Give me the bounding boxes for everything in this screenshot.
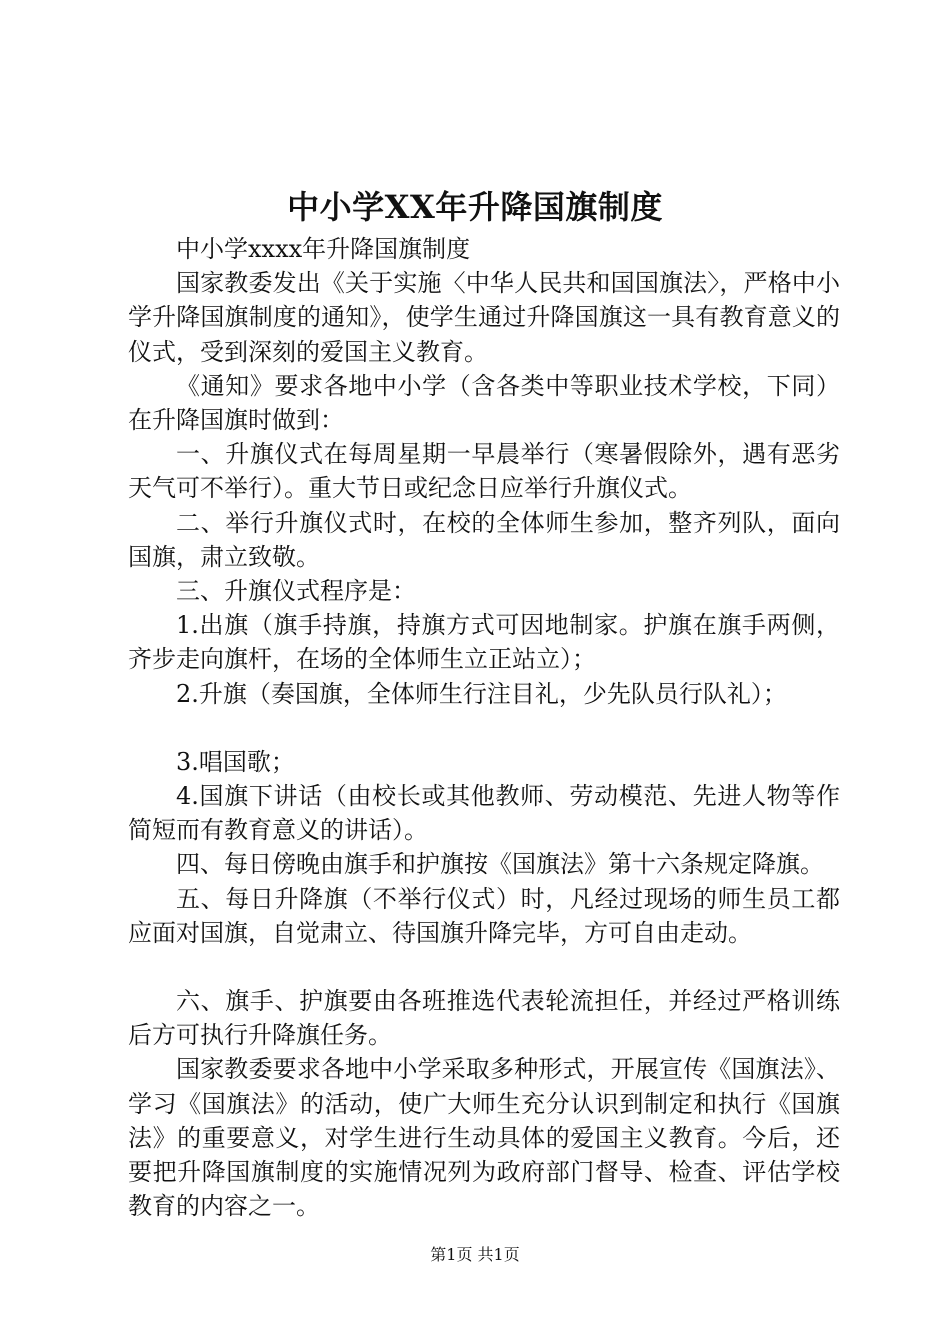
paragraph-notice: 《通知》要求各地中小学（含各类中等职业技术学校，下同）在升降国旗时做到： [128, 371, 840, 435]
document-body [128, 232, 840, 1223]
paragraph-item-6: 六、旗手、护旗要由各班推选代表轮流担任，并经过严格训练后方可执行升降旗任务。 [128, 987, 840, 1050]
document-title: 中小学XX年升降国旗制度 [287, 188, 663, 226]
paragraph-item-1: 一、升旗仪式在每周星期一早晨举行（寒暑假除外，遇有恶劣天气可不举行）。重大节日或纪念日应举行升旗仪式。 [128, 440, 840, 503]
paragraph-item-4: 四、每日傍晚由旗手和护旗按《国旗法》第十六条规定降旗。 [176, 850, 824, 879]
paragraph-step-3: 3.唱国歌； [176, 747, 295, 776]
paragraph-step-4: 4.国旗下讲话（由校长或其他教师、劳动模范、先进人物等作简短而有教育意义的讲话）。 [128, 782, 840, 845]
paragraph-item-3: 三、升旗仪式程序是： [176, 577, 416, 606]
paragraph-item-2: 二、举行升旗仪式时，在校的全体师生参加，整齐列队，面向国旗，肃立致敬。 [128, 508, 840, 571]
paragraph-step-2: 2.升旗（奏国旗，全体师生行注目礼，少先队员行队礼）； [176, 679, 787, 708]
blank-line [128, 950, 840, 984]
paragraph-item-5: 五、每日升降旗（不举行仪式）时，凡经过现场的师生员工都应面对国旗，自觉肃立、待国旗升降完毕，方可自由走动。 [128, 884, 840, 947]
blank-line [128, 711, 840, 745]
paragraph-step-1: 1.出旗（旗手持旗，持旗方式可因地制家。护旗在旗手两侧，齐步走向旗杆，在场的全体师生立正站立）； [128, 611, 840, 674]
paragraph-intro: 国家教委发出《关于实施〈中华人民共和国国旗法〉，严格中小学升降国旗制度的通知》，使学生通过升降国旗这一具有教育意义的仪式，受到深刻的爱国主义教育。 [128, 269, 840, 366]
paragraph-conclusion: 国家教委要求各地中小学采取多种形式，开展宣传《国旗法》、学习《国旗法》的活动，使广大师生充分认识到制定和执行《国旗法》的重要意义，对学生进行生动具体的爱国主义教育。今后，还要把升降国旗制度的实施情况列为政府部门督导、检查、评估学校教育的内容之一。 [128, 1055, 840, 1221]
paragraph-subtitle: 中小学xxxx年升降国旗制度 [176, 235, 471, 263]
page-footer: 第1页 共1页 [430, 1245, 520, 1264]
